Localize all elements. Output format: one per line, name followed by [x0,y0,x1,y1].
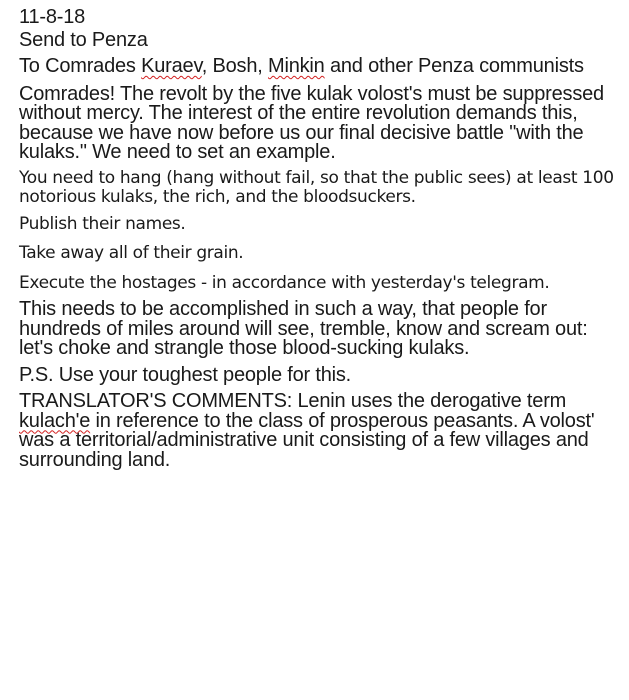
send-to-line: Send to Penza [19,28,148,51]
addressee-name-minkin: Minkin [268,55,325,77]
translator-comments-prefix: TRANSLATOR'S COMMENTS: Lenin uses the derogative term [19,390,567,412]
document-body [19,8,619,470]
addressee-mid: , Bosh, [201,55,268,77]
addressee-suffix: and other Penza communists [324,55,584,77]
document-date: 11-8-18 [19,6,86,28]
translator-comments-term: kulach'e [19,409,91,432]
paragraph-comrades: Comrades! The revolt by the five kulak volost's must be suppressed without mercy. The interest of the entire revolution demands this, because we have now before us our final decisive battle "with the kulaks." We need to set an example. [19,82,604,163]
paragraph-publish: Publish their names. [19,213,186,234]
addressee-line [19,57,619,77]
paragraph-accomplish: This needs to be accomplished in such a way, that people for hundreds of miles around will see, tremble, know and scream out: let's choke and strangle those blood-sucking kulaks. [19,298,588,359]
postscript: P.S. Use your toughest people for this. [19,363,352,386]
translator-comments [19,392,619,470]
paragraph-execute: Execute the hostages - in accordance with yesterday's telegram. [19,272,550,293]
paragraph-hang: You need to hang (hang without fail, so that the public sees) at least 100 notorious kulaks, the rich, and the bloodsuckers. [19,167,614,207]
addressee-name-kuraev: Kuraev [141,55,202,77]
addressee-prefix: To Comrades [19,55,142,77]
translator-comments-suffix: in reference to the class of prosperous peasants. A volost' was a territorial/administrative unit consisting of a few villages and surrounding land. [19,409,595,471]
paragraph-grain: Take away all of their grain. [19,243,244,263]
